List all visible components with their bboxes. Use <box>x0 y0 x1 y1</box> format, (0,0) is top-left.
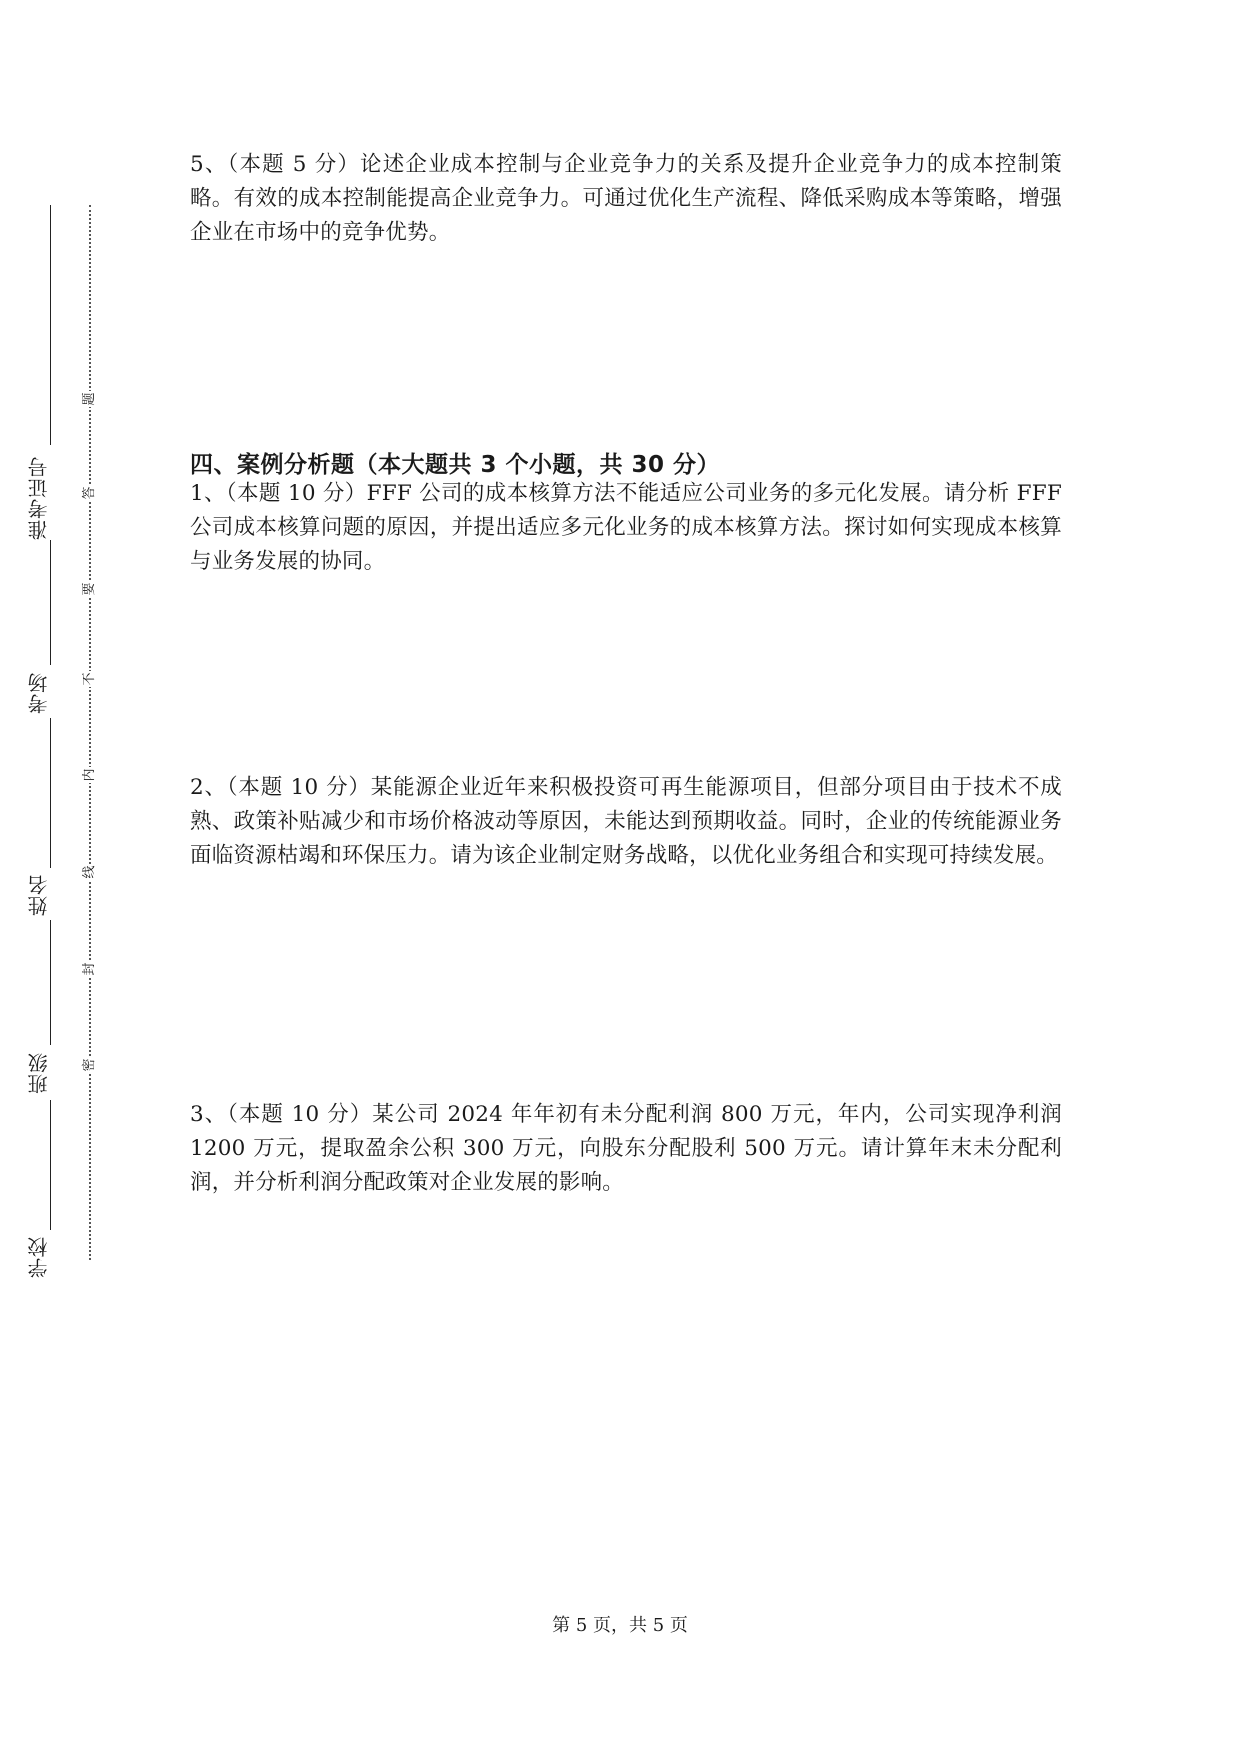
field-class <box>27 920 51 1095</box>
field-label-exam-number: 准考证号 <box>27 456 51 540</box>
question-text: 3、（本题 10 分）某公司 2024 年年初有未分配利润 800 万元，年内，公司实现净利润 1200 万元，提取盈余公积 300 万元，向股东分配股利 500 万元。请计算年末未分配利润，并分析利润分配政策对企业发展的影响。 <box>190 1102 1062 1195</box>
field-exam-room <box>27 540 51 715</box>
field-school <box>27 1100 51 1280</box>
field-underline <box>50 205 51 445</box>
field-name <box>27 718 51 918</box>
question-text: 2、（本题 10 分）某能源企业近年来积极投资可再生能源项目，但部分项目由于技术不成熟、政策补贴减少和市场价格波动等原因，未能达到预期收益。同时，企业的传统能源业务面临资源枯竭和环保压力。请为该企业制定财务战略，以优化业务组合和实现可持续发展。 <box>190 775 1062 868</box>
binding-margin <box>0 0 120 1753</box>
seal-char: 内 <box>82 768 97 782</box>
case-question-2 <box>190 771 1062 873</box>
seal-char: 密 <box>82 1058 97 1072</box>
seal-char: 要 <box>82 582 97 596</box>
question-text: 5、（本题 5 分）论述企业成本控制与企业竞争力的关系及提升企业竞争力的成本控制策略。有效的成本控制能提高企业竞争力。可通过优化生产流程、降低采购成本等策略，增强企业在市场中的竞争优势。 <box>190 152 1062 245</box>
question-5 <box>190 148 1062 250</box>
seal-char: 答 <box>82 486 97 500</box>
field-underline <box>50 718 51 868</box>
field-underline <box>50 1100 51 1230</box>
seal-char: 封 <box>82 962 97 976</box>
field-underline <box>50 540 51 665</box>
field-label-exam-room: 考场 <box>27 672 51 714</box>
question-text: 1、（本题 10 分）FFF 公司的成本核算方法不能适应公司业务的多元化发展。请分析 FFF 公司成本核算问题的原因，并提出适应多元化业务的成本核算方法。探讨如何实现成本核算与业务发展的协同。 <box>190 481 1062 574</box>
field-label-school: 学校 <box>27 1236 51 1278</box>
section-heading: 四、案例分析题（本大题共 3 个小题，共 30 分） <box>190 452 721 478</box>
field-exam-number <box>27 205 51 540</box>
field-label-class: 班级 <box>27 1052 51 1094</box>
page-number: 第 5 页，共 5 页 <box>552 1615 688 1636</box>
case-question-3 <box>190 1098 1062 1200</box>
seal-char: 线 <box>82 865 97 879</box>
seal-char: 不 <box>82 672 97 686</box>
field-label-name: 姓名 <box>27 874 51 916</box>
seal-char: 题 <box>82 392 97 406</box>
case-question-1 <box>190 477 1062 579</box>
seal-notice <box>82 205 98 1260</box>
field-underline <box>50 920 51 1045</box>
